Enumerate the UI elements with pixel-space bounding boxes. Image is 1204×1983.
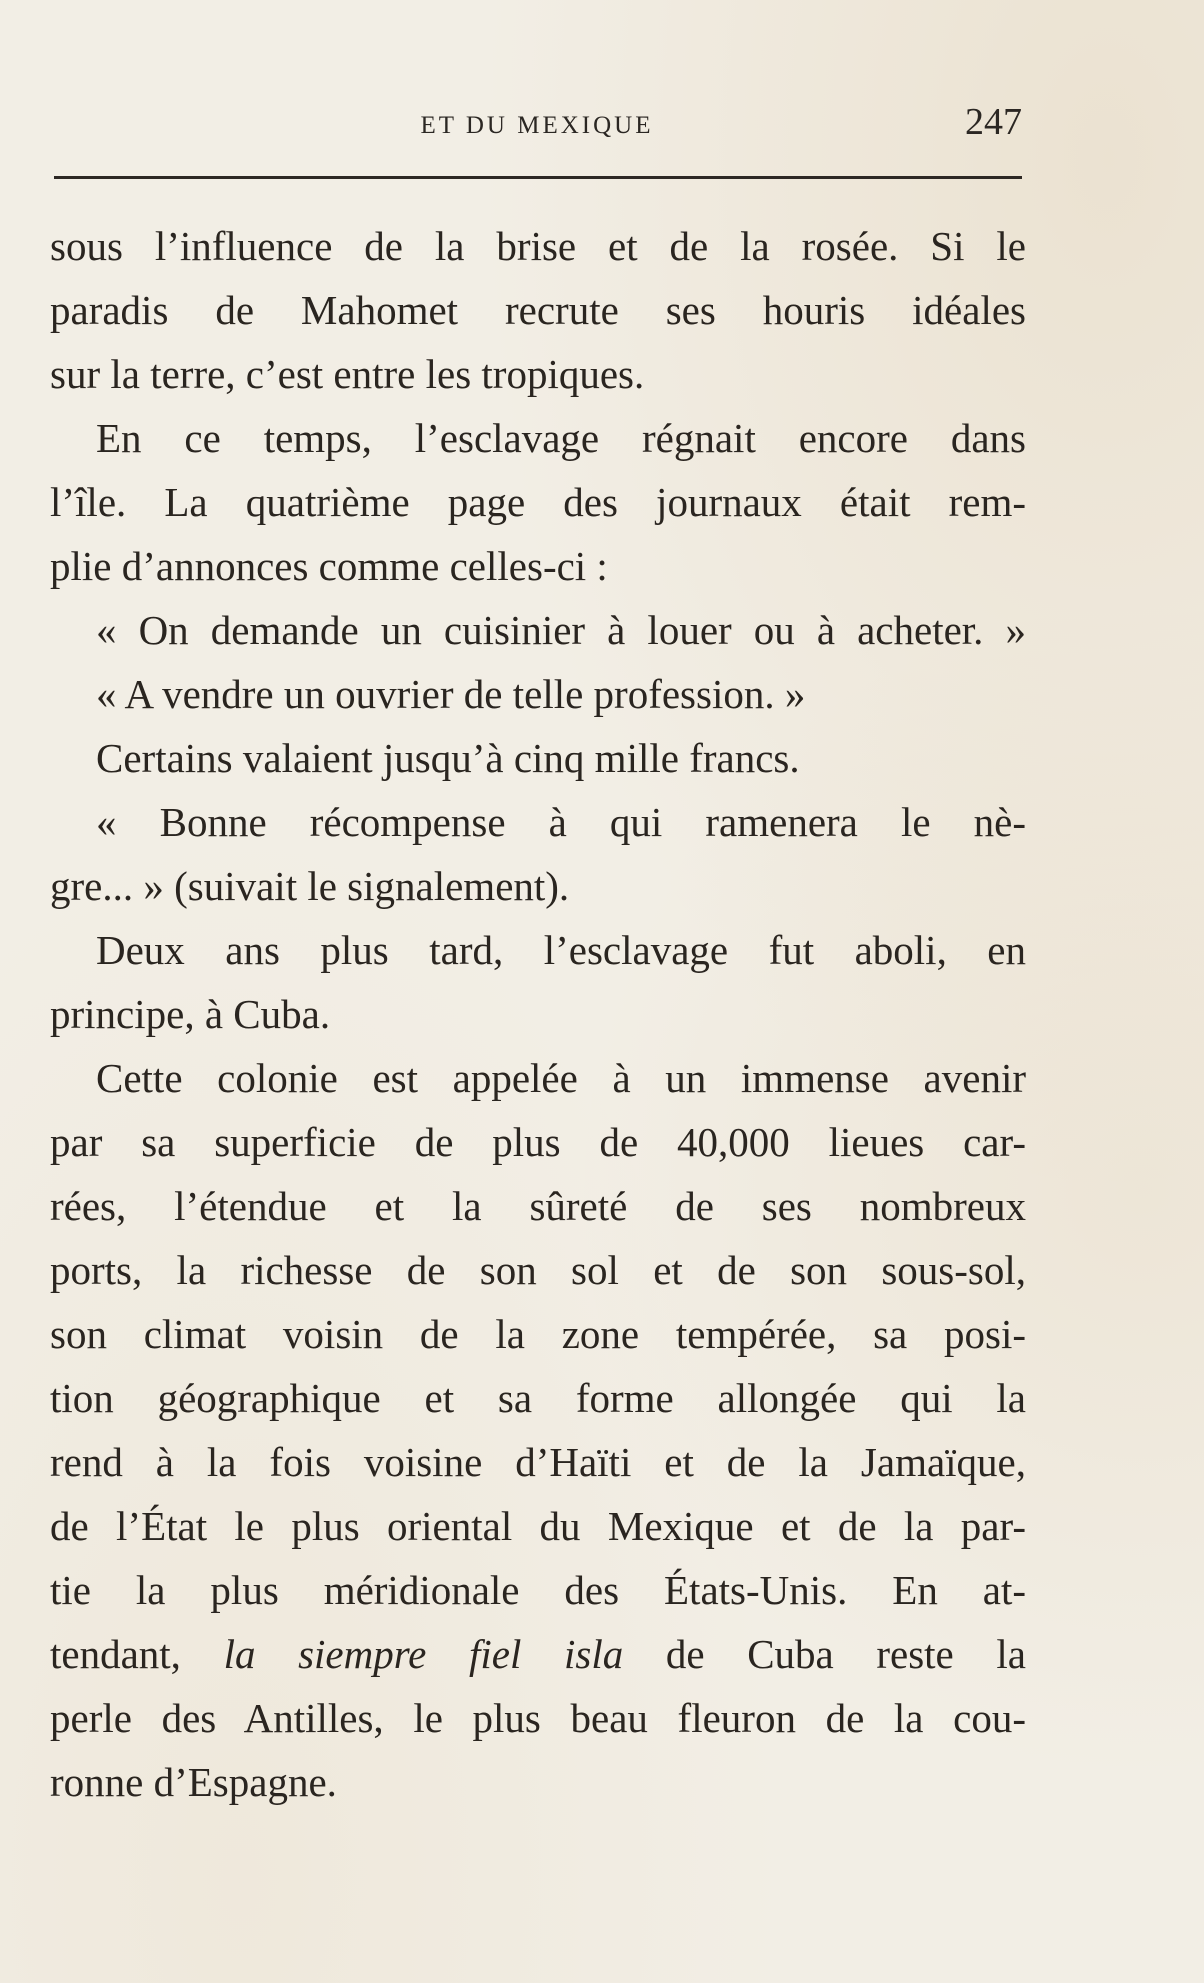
text-line: son climat voisin de la zone tempérée, sa posi-	[50, 1311, 1026, 1357]
text-line: « A vendre un ouvrier de telle profession. »	[96, 671, 806, 717]
text-line: perle des Antilles, le plus beau fleuron de la cou-	[50, 1695, 1026, 1741]
text-line: sur la terre, c’est entre les tropiques.	[50, 351, 645, 397]
text-line: par sa superficie de plus de 40,000 lieues car-	[50, 1119, 1026, 1165]
header-rule	[54, 176, 1022, 179]
text-line: sous l’influence de la brise et de la rosée. Si le	[50, 223, 1026, 269]
text-line: Deux ans plus tard, l’esclavage fut aboli, en	[96, 927, 1026, 973]
text-line: ports, la richesse de son sol et de son sous-sol,	[50, 1247, 1026, 1293]
text-line: ronne d’Espagne.	[50, 1759, 337, 1805]
text-line: gre... » (suivait le signalement).	[50, 863, 570, 909]
text-line: tie la plus méridionale des États-Unis. En at-	[50, 1567, 1026, 1613]
text-line: paradis de Mahomet recrute ses houris idéales	[50, 287, 1026, 333]
text-line: « Bonne récompense à qui ramenera le nè-	[96, 799, 1026, 845]
text-line: Cette colonie est appelée à un immense avenir	[96, 1055, 1026, 1101]
text-segment: de Cuba reste la	[623, 1631, 1026, 1677]
text-line: « On demande un cuisinier à louer ou à acheter. »	[96, 607, 1026, 653]
text-line: rées, l’étendue et la sûreté de ses nombreux	[50, 1183, 1026, 1229]
text-line: l’île. La quatrième page des journaux était rem-	[50, 479, 1026, 525]
text-segment: tendant,	[50, 1631, 224, 1677]
text-line: En ce temps, l’esclavage régnait encore dans	[96, 415, 1026, 461]
text-line: de l’État le plus oriental du Mexique et de la par-	[50, 1503, 1026, 1549]
page-header	[52, 100, 1022, 160]
text-line: Certains valaient jusqu’à cinq mille francs.	[96, 735, 800, 781]
italic-phrase: la siempre fiel isla	[223, 1631, 624, 1677]
text-line: principe, à Cuba.	[50, 991, 331, 1037]
running-title: ET DU MEXIQUE	[420, 112, 654, 139]
text-line-mixed	[50, 1622, 1026, 1686]
page-number: 247	[965, 101, 1022, 143]
text-line: plie d’annonces comme celles-ci :	[50, 543, 608, 589]
body-text	[50, 214, 1026, 1814]
text-line: rend à la fois voisine d’Haïti et de la Jamaïque,	[50, 1439, 1026, 1485]
text-line: tion géographique et sa forme allongée qui la	[50, 1375, 1026, 1421]
